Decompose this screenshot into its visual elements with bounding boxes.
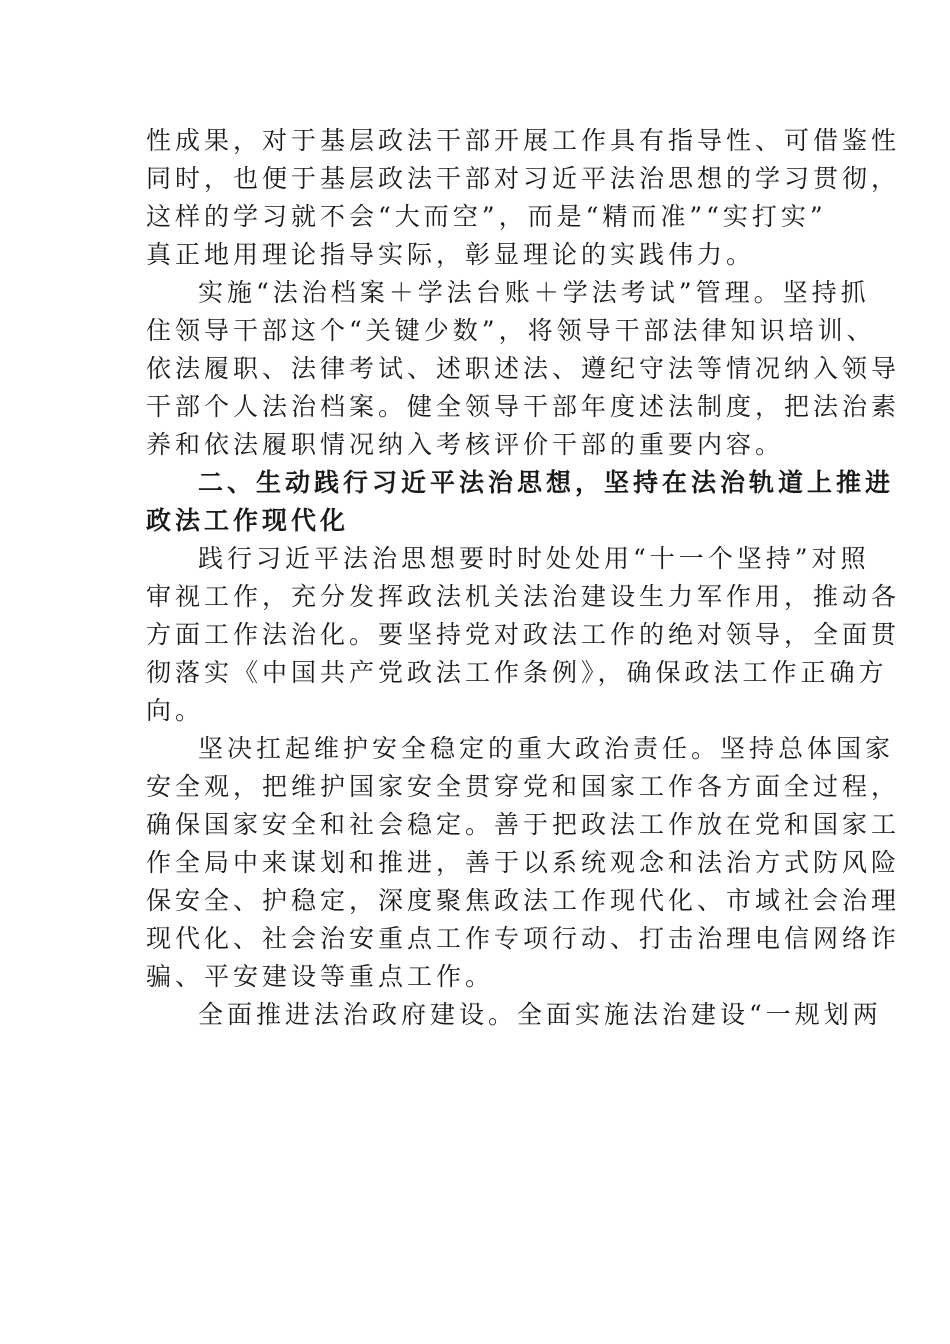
text-line: 作全局中来谋划和推进，善于以系统观念和法治方式防风险 <box>146 848 901 877</box>
section-heading <box>146 464 895 540</box>
text-line: 坚决扛起维护安全稳定的重大政治责任。坚持总体国家 <box>198 734 895 763</box>
text-line: 现代化、社会治安重点工作专项行动、打击治理电信网络诈 <box>146 924 901 953</box>
text-line: 干部个人法治档案。健全领导干部年度述法制度，把法治素 <box>146 392 901 421</box>
text-line: 养和依法履职情况纳入考核评价干部的重要内容。 <box>146 430 785 459</box>
text-line: 住领导干部这个“关键少数”，将领导干部法律知识培训、 <box>146 316 876 345</box>
text-line: 同时，也便于基层政法干部对习近平法治思想的学习贯彻， <box>146 164 901 193</box>
text-line: 性成果，对于基层政法干部开展工作具有指导性、可借鉴性 <box>146 126 901 155</box>
paragraph-continuation <box>146 122 901 274</box>
text-line: 依法履职、法律考试、述职述法、遵纪守法等情况纳入领导 <box>146 354 901 383</box>
text-line: 保安全、护稳定，深度聚焦政法工作现代化、市域社会治理 <box>146 886 901 915</box>
paragraph-archive <box>146 274 901 464</box>
document-body <box>146 122 901 1034</box>
text-line: 安全观，把维护国家安全贯穿党和国家工作各方面全过程， <box>146 772 901 801</box>
text-line: 实施“法治档案＋学法台账＋学法考试”管理。坚持抓 <box>198 278 870 307</box>
text-line: 确保国家安全和社会稳定。善于把政法工作放在党和国家工 <box>146 810 901 839</box>
paragraph-government <box>146 996 882 1034</box>
text-line: 方面工作法治化。要坚持党对政法工作的绝对领导，全面贯 <box>146 620 901 649</box>
heading-line: 政法工作现代化 <box>146 506 350 535</box>
text-line: 这样的学习就不会“大而空”，而是“精而准”“实打实” <box>146 202 827 231</box>
heading-line: 二、生动践行习近平法治思想，坚持在法治轨道上推进 <box>198 468 895 497</box>
text-line: 骗、平安建设等重点工作。 <box>146 962 495 991</box>
text-line: 全面推进法治政府建设。全面实施法治建设“一规划两 <box>198 1000 882 1029</box>
text-line: 向。 <box>146 696 205 725</box>
text-line: 审视工作，充分发挥政法机关法治建设生力军作用，推动各 <box>146 582 901 611</box>
text-line: 彻落实《中国共产党政法工作条例》，确保政法工作正确方 <box>146 658 888 687</box>
paragraph-practice <box>146 540 901 730</box>
text-line: 践行习近平法治思想要时时处处用“十一个坚持”对照 <box>198 544 870 573</box>
text-line: 真正地用理论指导实际，彰显理论的实践伟力。 <box>146 240 756 269</box>
paragraph-security <box>146 730 901 996</box>
